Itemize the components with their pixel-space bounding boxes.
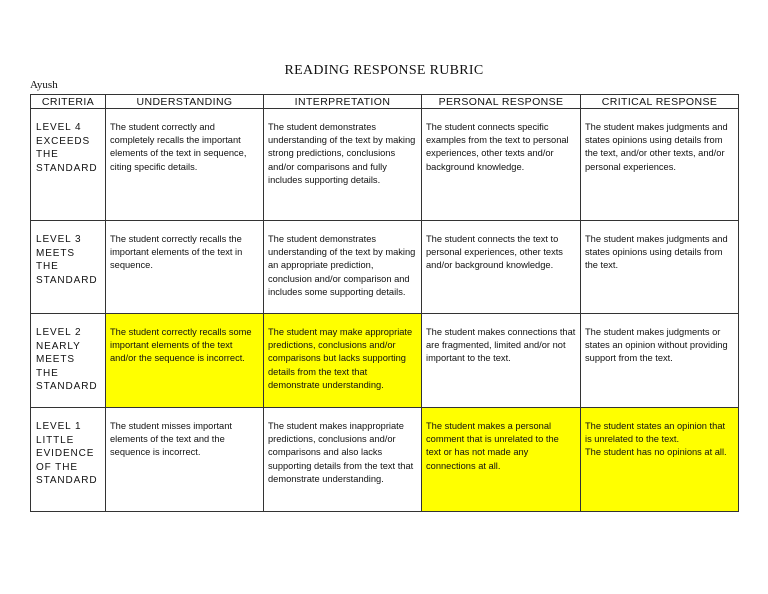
table-row <box>31 221 739 314</box>
cell-understanding-highlighted: The student correctly recalls some important elements of the text and/or the sequence is incorrect. <box>106 314 264 408</box>
cell-understanding: The student correctly recalls the important elements of the text in sequence. <box>106 221 264 314</box>
cell-interpretation: The student demonstrates understanding of the text by making strong predictions, conclusions and/or comparisons and fully includes supporting details. <box>264 109 422 221</box>
header-understanding: UNDERSTANDING <box>106 95 264 109</box>
level-label <box>31 221 106 314</box>
level-1-text: LEVEL 1 LITTLE EVIDENCE OF THE STANDARD <box>36 421 98 486</box>
cell-critical-response: The student makes judgments and states opinions using details from the text. <box>581 221 739 314</box>
cell-critical-response-highlighted: The student states an opinion that is unrelated to the text. The student has no opinions at all. <box>581 408 739 512</box>
page-title: READING RESPONSE RUBRIC <box>284 63 484 78</box>
cell-interpretation: The student demonstrates understanding of the text by making an appropriate prediction, conclusion and/or comparison and includes some supporting details. <box>264 221 422 314</box>
header-interpretation: INTERPRETATION <box>264 95 422 109</box>
level-4-text: LEVEL 4 EXCEEDS THE STANDARD <box>36 122 98 174</box>
cell-personal-response: The student connects the text to personal experiences, other texts and/or background knowledge. <box>422 221 581 314</box>
table-row <box>31 314 739 408</box>
header-personal-response: PERSONAL RESPONSE <box>422 95 581 109</box>
level-label <box>31 109 106 221</box>
cell-personal-response: The student makes connections that are fragmented, limited and/or not important to the text. <box>422 314 581 408</box>
header-row <box>31 95 739 109</box>
student-name: Ayush <box>30 79 58 91</box>
cell-understanding: The student misses important elements of the text and the sequence is incorrect. <box>106 408 264 512</box>
cell-understanding: The student correctly and completely recalls the important elements of the text in sequence, citing specific details. <box>106 109 264 221</box>
cell-critical-response: The student makes judgments and states opinions using details from the text, and/or other texts, and/or personal experiences. <box>581 109 739 221</box>
cell-critical-response: The student makes judgments or states an opinion without providing support from the text. <box>581 314 739 408</box>
level-label <box>31 314 106 408</box>
table-row <box>31 408 739 512</box>
level-3-text: LEVEL 3 MEETS THE STANDARD <box>36 234 98 286</box>
table-row <box>31 109 739 221</box>
cell-interpretation: The student makes inappropriate predictions, conclusions and/or comparisons and also lacks supporting details from the text that demonstrate understanding. <box>264 408 422 512</box>
cell-interpretation-highlighted: The student may make appropriate predictions, conclusions and/or comparisons but lacks supporting details from the text that demonstrate understanding. <box>264 314 422 408</box>
level-label <box>31 408 106 512</box>
cell-personal-response: The student connects specific examples from the text to personal experiences, other texts and/or background knowledge. <box>422 109 581 221</box>
header-critical-response: CRITICAL RESPONSE <box>581 95 739 109</box>
header-criteria: CRITERIA <box>31 95 106 109</box>
level-2-text: LEVEL 2 NEARLY MEETS THE STANDARD <box>36 327 98 392</box>
rubric-table <box>30 94 739 512</box>
cell-personal-response-highlighted: The student makes a personal comment that is unrelated to the text or has not made any connections at all. <box>422 408 581 512</box>
